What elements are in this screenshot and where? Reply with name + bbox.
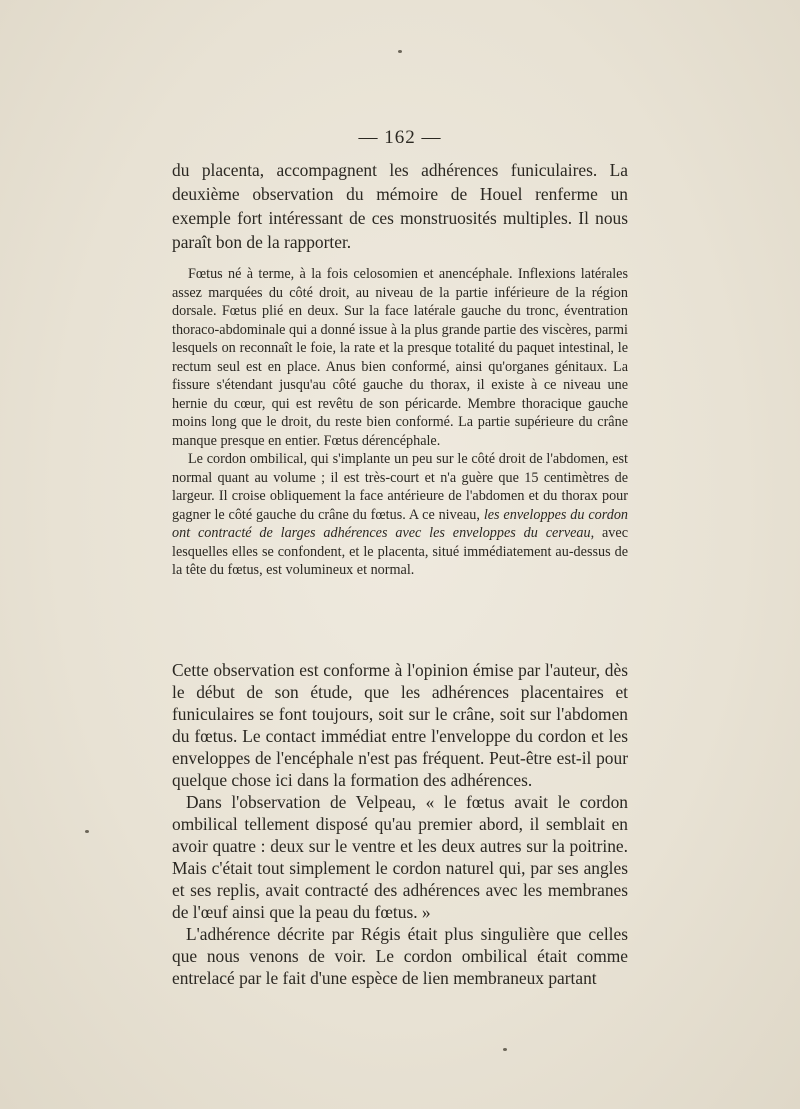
quote-paragraph-2: [172, 450, 628, 580]
main-paragraph-2: Dans l'observation de Velpeau, « le fœtus avait le cordon ombilical tellement disposé qu'au premier abord, il semblait en avoir quatre : deux sur le ventre et les deux autres sur la poitrine. Mais c'était tout simplement le cordon naturel qui, par ses angles et ses replis, avait contracté des adhérences avec les membranes de l'œuf ainsi que la peau du fœtus. »: [172, 792, 628, 922]
intro-paragraph: [172, 158, 628, 254]
quote-paragraph-1: Fœtus né à terme, à la fois celosomien et anencéphale. Inflexions latérales assez marquées du côté droit, au niveau de la partie inférieure de la région dorsale. Fœtus plié en deux. Sur la face latérale gauche du tronc, éventration thoraco-abdominale qui a donné issue à la plus grande partie des viscères, parmi lesquels on reconnaît le foie, la rate et la presque totalité du paquet intestinal, le rectum seul est en place. Anus bien conformé, ainsi qu'organes génitaux. La fissure s'étendant jusqu'au côté gauche du thorax, il existe à ce niveau une hernie du cœur, qui est revêtu de son péricarde. Membre thoracique gauche moins long que le droit, du reste bien conformé. La partie supérieure du crâne manque presque en entier. Fœtus dérencéphale.: [172, 266, 628, 449]
quote-p2-italic: les enveloppes du cordon ont contracté de larges adhérences avec les enveloppes du cerveau: [172, 506, 629, 541]
paper-speck: [85, 830, 89, 833]
quoted-observation: [172, 265, 628, 580]
page-number: — 162 —: [358, 127, 442, 148]
main-text: [172, 659, 628, 989]
quote-p2-end: , avec lesquelles elles se confondent, et le placenta, situé immédiatement au-dessus de la tête du fœtus, est volumineux et normal.: [172, 525, 628, 578]
paper-speck: [503, 1048, 507, 1051]
main-paragraph-3: L'adhérence décrite par Régis était plus singulière que celles que nous venons de voir. Le cordon ombilical était comme entrelacé par le fait d'une espèce de lien membraneux partant: [172, 924, 628, 988]
intro-text: du placenta, accompagnent les adhérences funiculaires. La deuxième observation du mémoire de Houel renferme un exemple fort intéressant de ces monstruosités multiples. Il nous paraît bon de la rapporter.: [172, 160, 628, 252]
paper-speck: [398, 50, 402, 53]
quote-p2-start: Le cordon ombilical, qui s'implante un peu sur le côté droit de l'abdomen, est normal quant au volume ; il est très-court et n'a guère que 15 centimètres de largeur. Il croise obliquement la face antérieure de l'abdomen et du thorax pour gagner le côté gauche du crâne du fœtus. A ce niveau,: [172, 451, 628, 523]
main-paragraph-1: Cette observation est conforme à l'opinion émise par l'auteur, dès le début de son étude, que les adhérences placentaires et funiculaires se font toujours, soit sur le crâne, soit sur l'abdomen du fœtus. Le contact immédiat entre l'enveloppe du cordon et les enveloppes de l'encéphale n'est pas fréquent. Peut-être est-il pour quelque chose ici dans la formation des adhérences.: [172, 660, 628, 790]
